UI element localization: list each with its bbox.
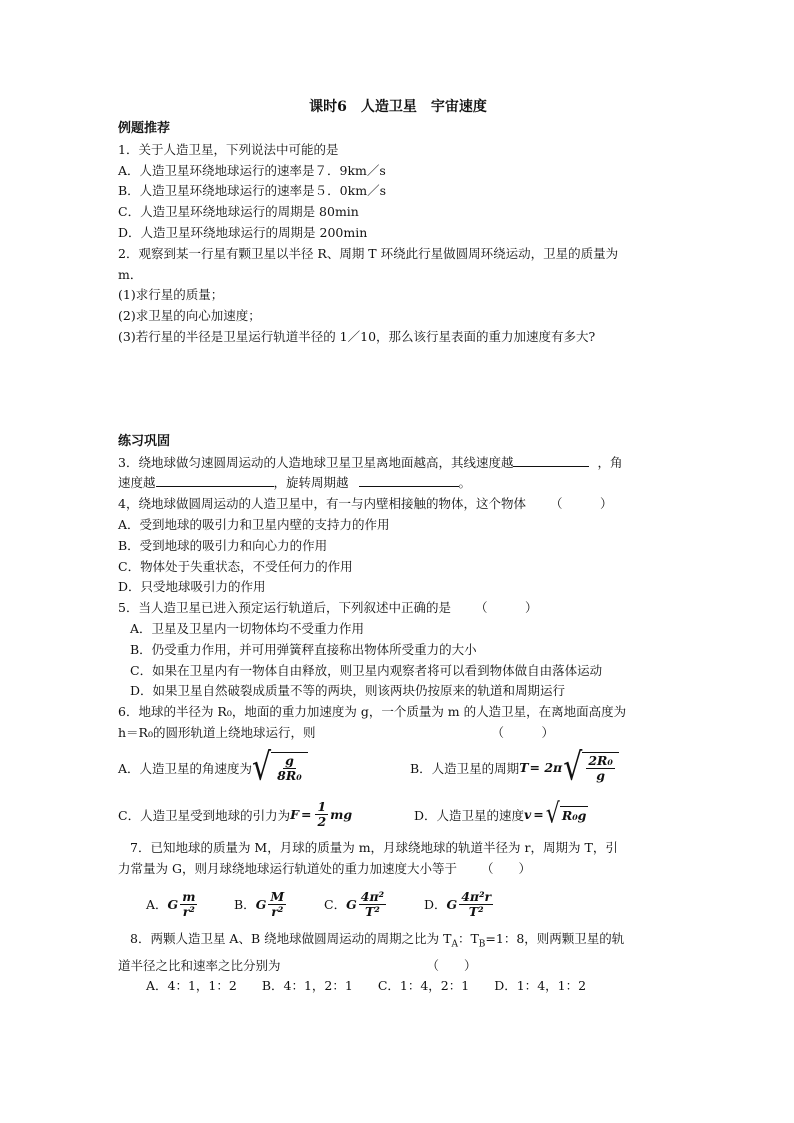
q6-d-lhs: v (524, 807, 532, 823)
q6-stem-line2 (118, 723, 678, 744)
q8-stem-line1 (118, 929, 678, 955)
q7-answer-paren[interactable]: （ ） (480, 860, 531, 876)
q7-d-numerator: 4π²r (461, 888, 492, 904)
q7-b-label: B． (234, 897, 256, 913)
q6-option-a-text: A．人造卫星的角速度为 (118, 760, 253, 776)
q1-stem: 1．关于人造卫星，下列说法中可能的是 (118, 141, 339, 157)
q6-c-lhs: F (290, 807, 299, 823)
q6-options-row1 (118, 744, 678, 792)
sqrt-sign-icon: √ (252, 745, 272, 789)
q6-c-eq: = (300, 807, 312, 823)
q8-stem-text-b: 道半径之比和速率之比分别为 (118, 957, 281, 973)
q6-a-denominator: 8R₀ (277, 768, 302, 784)
q7-a-fraction (180, 890, 197, 919)
q4-stem (118, 494, 678, 515)
q6-b-coefficient: = 2π (529, 760, 563, 776)
answer-space (118, 348, 678, 432)
q4-option-a: A．受到地球的吸引力和卫星内壁的支持力的作用 (118, 516, 390, 532)
q2-stem-line1: 2．观察到某一行星有颗卫星以半径 R、周期 T 环绕此行星做圆周环绕运动，卫星的质量为 (118, 245, 619, 261)
q7-option-c (324, 890, 424, 919)
q3-text-c: 速度越 (118, 475, 156, 491)
q6-a-numerator: g (285, 753, 294, 769)
q7-b-g: G (255, 896, 267, 912)
q3-text-e: 。 (458, 475, 472, 491)
page-title: 课时6 人造卫星 宇宙速度 (309, 99, 487, 115)
q1-option-c: C．人造卫星环绕地球运行的周期是 80min (118, 204, 359, 220)
q6-option-d (414, 800, 588, 830)
q3-line1 (118, 453, 678, 474)
q6-option-d-text: D．人造卫星的速度 (414, 807, 525, 823)
q4-stem-text: 4，绕地球做圆周运动的人造卫星中，有一与内壁相接触的物体，这个物体 (118, 496, 526, 512)
q6-option-b-text: B．人造卫星的周期 (410, 760, 520, 776)
q7-d-fraction (459, 890, 493, 919)
q7-d-label: D． (424, 897, 447, 913)
q7-a-g: G (167, 896, 179, 912)
q7-stem-text: 力常量为 G，则月球绕地球运行轨道处的重力加速度大小等于 (118, 860, 457, 876)
q7-option-a (146, 890, 234, 919)
q1-option-d: D．人造卫星环绕地球运行的周期是 200min (118, 224, 368, 240)
q4-option-c: C．物体处于失重状态，不受任何力的作用 (118, 558, 353, 574)
q7-b-fraction (268, 890, 286, 919)
q7-c-g: G (346, 896, 357, 912)
sqrt-sign-icon: √ (545, 798, 560, 830)
q8-stem-text-mid: ：T (457, 931, 479, 947)
worksheet-page (118, 96, 678, 997)
q6-option-c-text: C．人造卫星受到地球的引力为 (118, 807, 291, 823)
q6-options-row2 (118, 792, 678, 838)
q7-c-label: C． (324, 897, 347, 913)
q7-c-numerator: 4π² (360, 888, 385, 904)
q8-stem-line2 (118, 956, 678, 977)
q6-stem-text: h＝R₀的圆形轨道上绕地球运行，则 (118, 724, 316, 740)
q2-part2: (2)求卫星的向心加速度； (118, 308, 261, 324)
q5-stem-text: 5．当人造卫星已进入预定运行轨道后，下列叙述中正确的是 (118, 600, 451, 616)
q6-stem-line1: 6．地球的半径为 R₀，地面的重力加速度为 g，一个质量为 m 的人造卫星，在离地面高度为 (118, 704, 627, 720)
q3-blank-angular-speed[interactable] (156, 473, 274, 487)
q7-d-g: G (446, 896, 458, 912)
q8-answer-paren[interactable]: （ ） (426, 957, 477, 973)
q3-text-b: ，角 (597, 454, 623, 470)
section-heading-examples: 例题推荐 (118, 121, 171, 136)
q7-a-label: A． (146, 897, 168, 913)
sqrt-sign-icon: √ (563, 745, 583, 789)
q7-d-denominator: T² (468, 903, 484, 919)
q8-options: A．4：1，1：2 B．4：1，2：1 C．1：4，2：1 D．1：4，1：2 (146, 978, 587, 994)
q7-b-numerator: M (270, 888, 285, 904)
q6-b-denominator: g (596, 768, 605, 784)
q6-option-d-formula (546, 800, 589, 830)
q2-stem-line2: m． (118, 266, 143, 282)
q6-c-rhs: mg (330, 807, 353, 823)
q6-answer-paren[interactable]: （ ） (491, 724, 554, 740)
q4-answer-paren[interactable]: （ ） (549, 496, 613, 512)
q6-d-eq: = (533, 807, 544, 823)
q7-option-d (424, 890, 495, 919)
q7-a-denominator: r² (182, 903, 195, 919)
q8-stem-text-end: =1：8，则两颗卫星的轨 (485, 931, 625, 947)
q6-option-a-formula (252, 745, 308, 789)
q3-text-a: 3．绕地球做匀速圆周运动的人造地球卫星卫星离地面越高，其线速度越 (118, 454, 514, 470)
q6-option-b (410, 745, 619, 789)
q3-line2 (118, 473, 678, 494)
q8-sub-a: A (451, 939, 458, 950)
q5-answer-paren[interactable]: （ ） (474, 600, 538, 616)
q5-option-a: A．卫星及卫星内一切物体均不受重力作用 (130, 620, 365, 636)
q7-stem-line2 (118, 859, 678, 880)
q6-option-c (118, 800, 414, 829)
q4-option-d: D．只受地球吸引力的作用 (118, 579, 266, 595)
q8-sub-b: B (478, 939, 486, 950)
q7-stem-line1: 7．已知地球的质量为 M，月球的质量为 m，月球绕地球的轨道半径为 r，周期为 T，引 (130, 839, 618, 855)
q7-c-denominator: T² (365, 903, 380, 919)
q3-blank-linear-speed[interactable] (513, 453, 589, 467)
q1-option-b: B．人造卫星环绕地球运行的速率是５．0km／s (118, 183, 386, 199)
q5-stem (118, 598, 678, 619)
q7-options-row (118, 879, 678, 929)
q6-c-numerator: 1 (317, 799, 327, 815)
q6-option-a (118, 745, 410, 789)
q7-option-b (234, 890, 324, 919)
q4-option-b: B．受到地球的吸引力和向心力的作用 (118, 537, 328, 553)
q5-option-d: D．如果卫星自然破裂成质量不等的两块，则该两块仍按原来的轨道和周期运行 (130, 683, 566, 699)
q6-b-numerator: 2R₀ (588, 753, 613, 769)
q8-stem-text-a: 8．两颗人造卫星 A、B 绕地球做圆周运动的周期之比为 T (130, 931, 452, 947)
q7-a-numerator: m (182, 888, 196, 904)
q2-part3: (3)若行星的半径是卫星运行轨道半径的 1／10，那么该行星表面的重力加速度有多大? (118, 328, 596, 344)
q3-blank-period[interactable] (359, 473, 459, 487)
q5-option-c: C．如果在卫星内有一物体自由释放，则卫星内观察者将可以看到物体做自由落体运动 (130, 662, 603, 678)
q6-option-b-formula (563, 745, 619, 789)
q7-c-fraction (359, 890, 386, 919)
q6-c-fraction (315, 800, 328, 829)
section-heading-practice: 练习巩固 (118, 433, 171, 449)
q6-b-lhs: T (519, 760, 529, 776)
q7-b-denominator: r² (271, 903, 284, 919)
q5-option-b: B．仍受重力作用，并可用弹簧秤直接称出物体所受重力的大小 (130, 641, 477, 657)
q1-option-a: A．人造卫星环绕地球运行的速率是７．9km／s (118, 162, 386, 178)
q2-part1: (1)求行星的质量； (118, 287, 224, 303)
q3-text-d: ，旋转周期越 (273, 475, 349, 491)
q6-c-denominator: 2 (317, 814, 327, 830)
q6-d-radicand: R₀g (561, 808, 587, 824)
